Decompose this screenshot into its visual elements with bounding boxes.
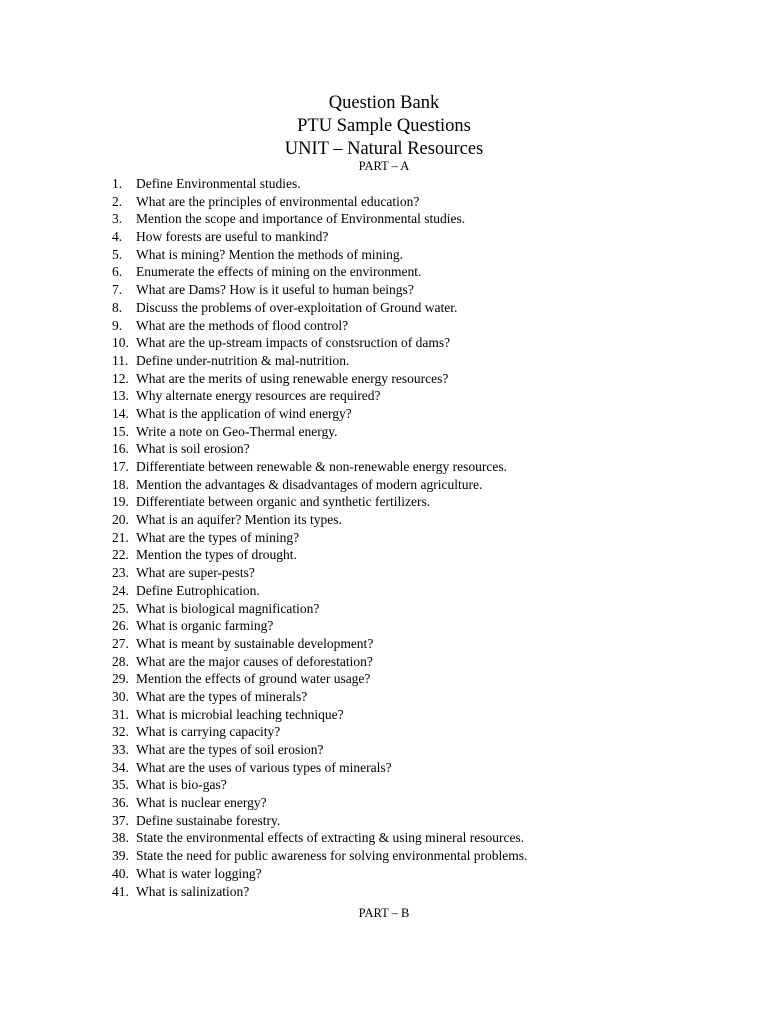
question-number: 3. [112,211,123,227]
question-number: 38. [112,830,129,846]
question-text: Define Eutrophication. [136,582,260,598]
question-item [112,476,732,494]
question-text: State the environmental effects of extracting & using mineral resources. [136,830,525,846]
question-number: 2. [112,193,123,209]
unit-heading: UNIT – Natural Resources [284,139,484,159]
question-item [112,617,732,635]
question-text: What are the types of minerals? [136,688,308,704]
question-number: 8. [112,299,123,315]
question-number: 7. [112,282,123,298]
question-item [112,582,732,600]
question-text: Write a note on Geo-Thermal energy. [136,423,338,439]
question-number: 15. [112,423,129,439]
question-number: 37. [112,812,129,828]
question-item [112,776,732,794]
question-text: Differentiate between organic and synthetic fertilizers. [136,494,431,510]
question-number: 24. [112,582,129,598]
question-text: What is carrying capacity? [136,724,281,740]
question-text: What is organic farming? [136,618,274,634]
question-item [112,883,732,901]
question-number: 26. [112,618,129,634]
question-number: 18. [112,476,129,492]
question-item [112,653,732,671]
question-number: 12. [112,370,129,386]
question-number: 11. [112,352,129,368]
question-text: What are the principles of environmental education? [136,193,420,209]
question-text: What is salinization? [136,883,250,899]
question-item [112,228,732,246]
question-item [112,511,732,529]
question-text: What is nuclear energy? [136,795,267,811]
question-number: 32. [112,724,129,740]
question-item [112,405,732,423]
question-text: What is biological magnification? [136,600,320,616]
question-item [112,529,732,547]
question-number: 16. [112,441,129,457]
question-item [112,387,732,405]
question-number: 27. [112,635,129,651]
page-subtitle: PTU Sample Questions [297,116,471,136]
question-text: What are the methods of flood control? [136,317,349,333]
question-item [112,193,732,211]
question-text: What are the types of soil erosion? [136,742,324,757]
question-number: 21. [112,529,129,545]
question-item [112,370,732,388]
question-item [112,263,732,281]
question-text: What is mining? Mention the methods of mining. [136,246,403,262]
question-item [112,723,732,741]
question-text: What are the merits of using renewable energy resources? [136,370,449,386]
question-text: Define under-nutrition & mal-nutrition. [136,352,350,368]
question-list [112,175,732,900]
question-item [112,847,732,865]
question-text: Mention the types of drought. [136,547,297,563]
question-item [112,440,732,458]
question-text: Differentiate between renewable & non-renewable energy resources. [136,459,507,474]
question-text: What is water logging? [136,865,262,881]
question-item [112,493,732,511]
question-number: 17. [112,459,129,474]
question-text: What are the types of mining? [136,529,300,545]
document-header [0,92,768,161]
question-number: 34. [112,759,129,775]
question-text: Mention the effects of ground water usage? [136,671,371,687]
question-item [112,317,732,335]
question-text: Define Environmental studies. [136,176,301,191]
question-number: 20. [112,512,129,528]
question-number: 4. [112,229,123,245]
question-number: 13. [112,388,129,404]
question-item [112,670,732,688]
question-text: What are super-pests? [136,565,255,581]
question-text: What is the application of wind energy? [136,405,352,421]
question-number: 36. [112,795,129,811]
question-number: 41. [112,883,129,899]
question-item [112,794,732,812]
page-title: Question Bank [328,93,440,113]
question-item [112,829,732,847]
question-text: Mention the advantages & disadvantages of modern agriculture. [136,476,483,492]
question-item [112,352,732,370]
question-text: What is bio-gas? [136,777,227,793]
question-number: 30. [112,688,129,704]
question-text: What are the uses of various types of minerals? [136,759,392,775]
question-text: What is meant by sustainable development? [136,635,374,651]
question-text: What are the major causes of deforestation? [136,653,373,669]
question-text: Enumerate the effects of mining on the environment. [136,264,422,280]
question-text: Define sustainabe forestry. [136,812,281,828]
question-number: 23. [112,565,129,581]
question-item [112,334,732,352]
question-text: What is soil erosion? [136,441,250,457]
question-number: 40. [112,865,129,881]
part-b-heading: PART – B [358,906,410,920]
question-item [112,688,732,706]
question-number: 29. [112,671,129,687]
question-item [112,175,732,193]
question-text: What are Dams? How is it useful to human beings? [136,282,414,298]
question-number: 35. [112,777,129,793]
question-number: 22. [112,547,129,563]
question-item [112,546,732,564]
question-number: 31. [112,706,129,722]
question-number: 14. [112,405,129,421]
question-item [112,812,732,830]
question-text: Mention the scope and importance of Environmental studies. [136,211,466,227]
question-text: What is an aquifer? Mention its types. [136,512,342,528]
question-text: Why alternate energy resources are required? [136,388,381,404]
question-item [112,759,732,777]
question-text: Discuss the problems of over-exploitation of Ground water. [136,299,458,315]
question-number: 6. [112,264,123,280]
question-item [112,865,732,883]
question-text: State the need for public awareness for solving environmental problems. [136,848,528,864]
question-text: How forests are useful to mankind? [136,229,329,245]
question-text: What are the up-stream impacts of constsruction of dams? [136,335,451,351]
question-number: 5. [112,246,123,262]
question-item [112,564,732,582]
question-item [112,299,732,317]
question-number: 10. [112,335,129,351]
question-text: What is microbial leaching technique? [136,706,344,722]
question-number: 19. [112,494,129,510]
question-item [112,210,732,228]
question-number: 25. [112,600,129,616]
question-item [112,423,732,441]
question-item [112,706,732,724]
question-number: 28. [112,653,129,669]
question-item [112,600,732,618]
question-number: 39. [112,848,129,864]
question-item [112,635,732,653]
question-item [112,458,732,476]
question-number: 33. [112,742,129,757]
question-number: 1. [112,176,123,191]
question-item [112,281,732,299]
part-a-heading: PART – A [358,159,410,173]
question-item [112,246,732,264]
question-item [112,741,732,759]
question-number: 9. [112,317,123,333]
